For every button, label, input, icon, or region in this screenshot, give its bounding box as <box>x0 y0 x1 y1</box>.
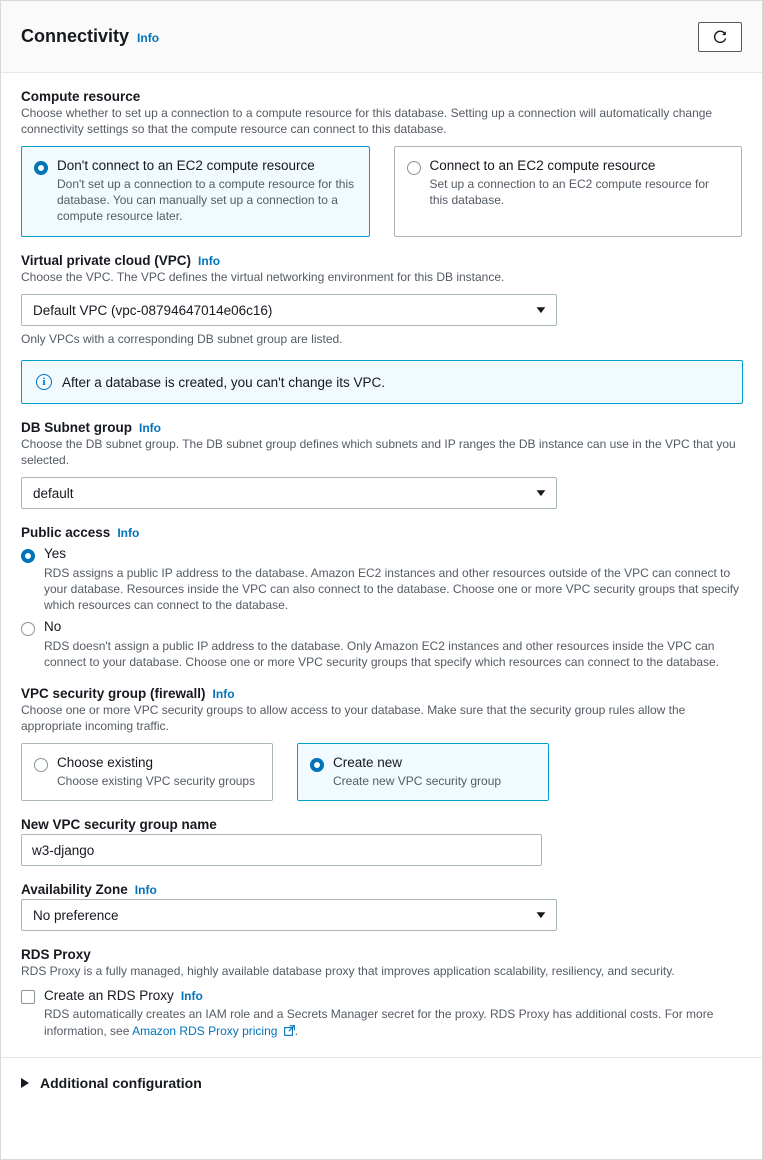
vpc-select-value: Default VPC (vpc-08794647014e06c16) <box>33 302 273 318</box>
new-sg-name-label: New VPC security group name <box>21 817 217 833</box>
public-access-info-link[interactable]: Info <box>117 526 140 541</box>
vpc-security-group-description: Choose one or more VPC security groups to allow access to your database. Make sure that the security group rules allow the appropriate incoming traffic. <box>21 703 686 734</box>
tile-dont-connect-ec2-title: Don't connect to an EC2 compute resource <box>57 157 315 173</box>
additional-configuration-label: Additional configuration <box>40 1074 202 1091</box>
header-info-link[interactable]: Info <box>137 31 160 45</box>
compute-resource-description: Choose whether to set up a connection to a compute resource for this database. Setting up a connection will automatically change connectivity settings so that the compute resource can connect to this database. <box>21 106 713 136</box>
rds-proxy-description: RDS Proxy is a fully managed, highly available database proxy that improves application scalability, resiliency, and security. <box>21 964 675 979</box>
chevron-down-icon: ▼ <box>533 909 549 921</box>
tile-connect-ec2-desc: Set up a connection to an EC2 compute resource for this database. <box>429 176 709 208</box>
vpc-select[interactable] <box>21 294 557 326</box>
chevron-down-icon: ▼ <box>533 487 549 499</box>
tile-choose-existing-sg[interactable] <box>21 743 273 801</box>
public-access-option-yes[interactable] <box>21 546 742 613</box>
checkbox-create-rds-proxy[interactable] <box>21 990 35 1004</box>
vpc-description: Choose the VPC. The VPC defines the virtual networking environment for this DB instance. <box>21 270 505 285</box>
chevron-right-icon <box>21 1078 29 1088</box>
public-access-yes-desc: RDS assigns a public IP address to the database. Amazon EC2 instances and other resources outside of the VPC can connect to your database. Resources inside the VPC can also connect to the database. Choose one or more VPC security groups that specify which resources can connect to the database. <box>44 565 740 613</box>
panel-header <box>1 1 762 73</box>
tile-dont-connect-ec2[interactable] <box>21 146 370 238</box>
public-access-option-no[interactable] <box>21 619 742 670</box>
compute-resource-label: Compute resource <box>21 89 141 104</box>
tile-choose-existing-sg-title: Choose existing <box>57 755 154 771</box>
vpc-label: Virtual private cloud (VPC) Info <box>21 253 221 269</box>
radio-create-new-sg[interactable] <box>310 758 324 772</box>
radio-dont-connect-ec2[interactable] <box>34 161 48 175</box>
chevron-down-icon: ▼ <box>533 304 549 316</box>
panel-body <box>1 73 762 1107</box>
radio-public-access-no[interactable] <box>21 622 35 636</box>
rds-proxy-note-prefix: RDS automatically creates an IAM role and a Secrets Manager secret for the proxy. RDS Proxy has additional costs. For more information, see <box>44 1007 714 1038</box>
db-subnet-group-info-link[interactable]: Info <box>139 421 161 436</box>
vpc-security-group-label: VPC security group (firewall) Info <box>21 686 235 702</box>
public-access-yes-title: Yes <box>44 546 67 562</box>
rds-proxy-checkbox-label-wrap <box>44 988 742 1003</box>
page-title: Connectivity <box>21 26 130 46</box>
public-access-label: Public access Info <box>21 525 140 541</box>
vpc-alert <box>21 360 743 404</box>
tile-create-new-sg[interactable] <box>297 743 549 801</box>
rds-proxy-note <box>44 1006 742 1039</box>
rds-proxy-checkbox-label: Create an RDS Proxy <box>44 988 174 1004</box>
public-access-no-title: No <box>44 619 62 635</box>
db-subnet-group-description: Choose the DB subnet group. The DB subnet group defines which subnets and IP ranges the DB instance can use in the VPC that you selected. <box>21 437 736 468</box>
rds-proxy-info-link[interactable]: Info <box>180 989 203 1004</box>
db-subnet-group-value: default <box>33 485 74 501</box>
tile-create-new-sg-title: Create new <box>333 755 403 771</box>
availability-zone-select[interactable] <box>21 899 557 931</box>
vpc-security-group-tiles <box>21 743 742 801</box>
radio-connect-ec2[interactable] <box>407 161 421 175</box>
availability-zone-value: No preference <box>33 907 119 923</box>
availability-zone-label: Availability Zone Info <box>21 882 157 898</box>
tile-connect-ec2-title: Connect to an EC2 compute resource <box>429 157 656 173</box>
rds-proxy-pricing-link[interactable]: Amazon RDS Proxy pricing <box>132 1023 278 1038</box>
external-link-icon <box>277 1024 294 1038</box>
tile-connect-ec2[interactable] <box>394 146 743 238</box>
vpc-hint: Only VPCs with a corresponding DB subnet group are listed. <box>21 332 343 347</box>
rds-proxy-note-suffix: . <box>294 1023 299 1038</box>
tile-choose-existing-sg-desc: Choose existing VPC security groups <box>57 774 256 789</box>
compute-resource-tiles <box>21 146 742 238</box>
refresh-icon <box>712 29 728 45</box>
new-sg-name-input[interactable] <box>21 834 542 866</box>
radio-choose-existing-sg[interactable] <box>34 758 48 772</box>
db-subnet-group-select[interactable] <box>21 477 557 509</box>
availability-zone-info-link[interactable]: Info <box>134 883 157 898</box>
rds-proxy-label: RDS Proxy <box>21 947 91 963</box>
additional-configuration-expander[interactable] <box>1 1057 762 1107</box>
vpc-security-group-info-link[interactable]: Info <box>212 687 235 702</box>
info-icon: i <box>36 374 52 390</box>
public-access-no-desc: RDS doesn't assign a public IP address to the database. Only Amazon EC2 instances and other resources inside the VPC can connect to your database. Choose one or more VPC security groups that specify which resources can connect to the database. <box>44 638 720 670</box>
panel-title-wrap <box>21 26 159 47</box>
refresh-button[interactable] <box>698 22 742 52</box>
tile-dont-connect-ec2-desc: Don't set up a connection to a compute resource for this database. You can manually set up a connection to a compute resource later. <box>57 176 355 224</box>
rds-proxy-checkbox-row[interactable] <box>21 988 742 1039</box>
radio-public-access-yes[interactable] <box>21 549 35 563</box>
tile-create-new-sg-desc: Create new VPC security group <box>333 774 502 789</box>
vpc-alert-text: After a database is created, you can't change its VPC. <box>62 374 386 390</box>
db-subnet-group-label: DB Subnet group Info <box>21 420 161 436</box>
vpc-info-link[interactable]: Info <box>198 254 221 269</box>
